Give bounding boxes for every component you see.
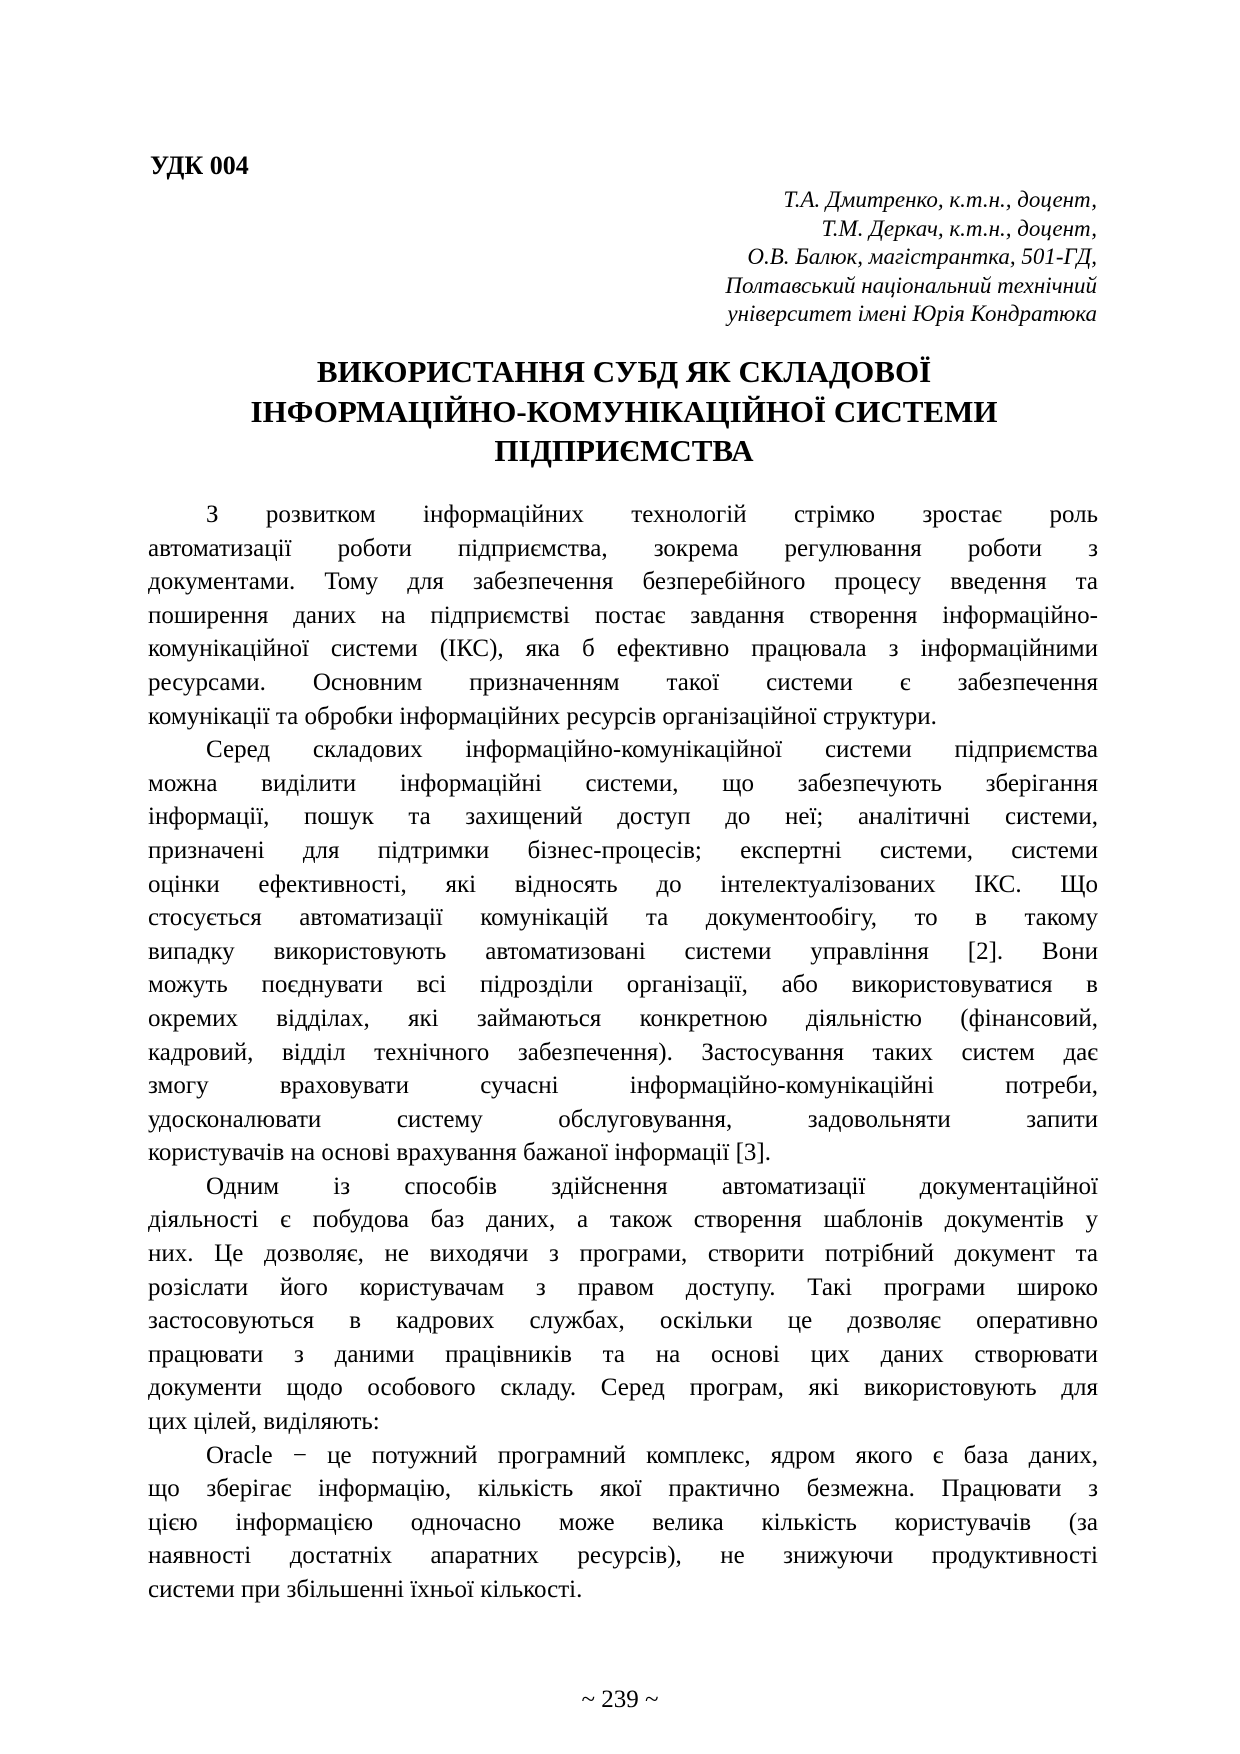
paragraph-line: Oracle − це потужний програмний комплекс, ядром якого є база даних, xyxy=(206,1441,1098,1469)
article-body xyxy=(148,498,1098,1607)
paragraph-line: удосконалювати систему обслуговування, задовольняти запити xyxy=(148,1105,1098,1133)
paragraph xyxy=(148,733,1098,1170)
paragraph-line: працювати з даними працівників та на основі цих даних створювати xyxy=(148,1340,1098,1368)
paragraph-line: випадку використовують автоматизовані системи управління [2]. Вони xyxy=(148,937,1098,965)
paragraph-line: користувачів на основі врахування бажаної інформації [3]. xyxy=(148,1139,772,1167)
paragraph-line: змогу враховувати сучасні інформаційно-комунікаційні потреби, xyxy=(148,1072,1098,1100)
paragraph-line: комунікаційної системи (ІКС), яка б ефективно працювала з інформаційними xyxy=(148,635,1098,663)
paragraph-line: застосовуються в кадрових службах, оскільки це дозволяє оперативно xyxy=(148,1307,1098,1335)
udc-code: УДК 004 xyxy=(150,151,249,180)
author-line: О.В. Балюк, магістрантка, 501-ГД, xyxy=(747,244,1097,269)
paragraph-line: що зберігає інформацію, кількість якої практично безмежна. Працювати з xyxy=(148,1475,1098,1503)
paragraph-line: стосується автоматизації комунікацій та документообігу, то в такому xyxy=(148,904,1098,932)
title-line: ВИКОРИСТАННЯ СУБД ЯК СКЛАДОВОЇ xyxy=(316,354,932,389)
paragraph-line: оцінки ефективності, які відносять до інтелектуалізованих ІКС. Що xyxy=(148,870,1098,898)
paragraph-line: Одним із способів здійснення автоматизації документаційної xyxy=(206,1172,1098,1200)
title-line: ІНФОРМАЦІЙНО-КОМУНІКАЦІЙНОЇ СИСТЕМИ xyxy=(250,393,998,429)
paragraph-line: кадровий, відділ технічного забезпечення). Застосування таких систем дає xyxy=(148,1038,1098,1066)
paragraph-line: розіслати його користувачам з правом доступу. Такі програми широко xyxy=(148,1273,1098,1301)
paragraph-line: наявності достатніх апаратних ресурсів), не знижуючи продуктивності xyxy=(148,1542,1098,1570)
paragraph-line: поширення даних на підприємстві постає завдання створення інформаційно- xyxy=(148,601,1098,629)
paragraph-line: цією інформацією одночасно може велика кількість користувачів (за xyxy=(148,1508,1098,1536)
title-line: ПІДПРИЄМСТВА xyxy=(494,433,754,468)
paragraph-line: Серед складових інформаційно-комунікаційної системи підприємства xyxy=(206,736,1098,764)
paragraph-line: інформації, пошук та захищений доступ до неї; аналітичні системи, xyxy=(148,803,1098,831)
paragraph-line: комунікації та обробки інформаційних ресурсів організаційної структури. xyxy=(148,702,937,730)
paragraph xyxy=(148,1170,1098,1439)
paragraph-line: окремих відділах, які займаються конкретною діяльністю (фінансовий, xyxy=(148,1004,1098,1032)
paragraph-line: призначені для підтримки бізнес-процесів; експертні системи, системи xyxy=(148,836,1098,864)
author-line: Т.А. Дмитренко, к.т.н., доцент, xyxy=(783,187,1097,212)
paragraph-line: можуть поєднувати всі підрозділи організації, або використовуватися в xyxy=(148,971,1098,999)
paragraph-line: цих цілей, виділяють: xyxy=(148,1408,380,1436)
affiliation-line: університет імені Юрія Кондратюка xyxy=(727,301,1097,326)
affiliation-line: Полтавський національний технічний xyxy=(725,272,1097,298)
paragraph-line: З розвитком інформаційних технологій стрімко зростає роль xyxy=(206,501,1098,528)
paragraph xyxy=(148,498,1098,733)
paragraph-line: можна виділити інформаційні системи, що забезпечують зберігання xyxy=(148,769,1098,797)
paragraph-line: системи при збільшенні їхньої кількості. xyxy=(148,1576,583,1603)
paragraph-line: автоматизації роботи підприємства, зокрема регулювання роботи з xyxy=(148,534,1098,562)
paragraph-line: документи щодо особового складу. Серед програм, які використовують для xyxy=(148,1374,1098,1402)
paragraph-line: документами. Тому для забезпечення безперебійного процесу введення та xyxy=(148,568,1098,596)
paragraph-line: ресурсами. Основним призначенням такої системи є забезпечення xyxy=(148,668,1098,696)
paragraph-line: діяльності є побудова баз даних, а також створення шаблонів документів у xyxy=(148,1206,1098,1234)
author-block xyxy=(725,186,1097,329)
author-line: Т.М. Деркач, к.т.н., доцент, xyxy=(821,215,1097,241)
paragraph xyxy=(148,1439,1098,1607)
page-number: ~ 239 ~ xyxy=(581,1686,659,1713)
article-title xyxy=(150,352,1098,471)
paragraph-line: них. Це дозволяє, не виходячи з програми, створити потрібний документ та xyxy=(148,1240,1098,1268)
